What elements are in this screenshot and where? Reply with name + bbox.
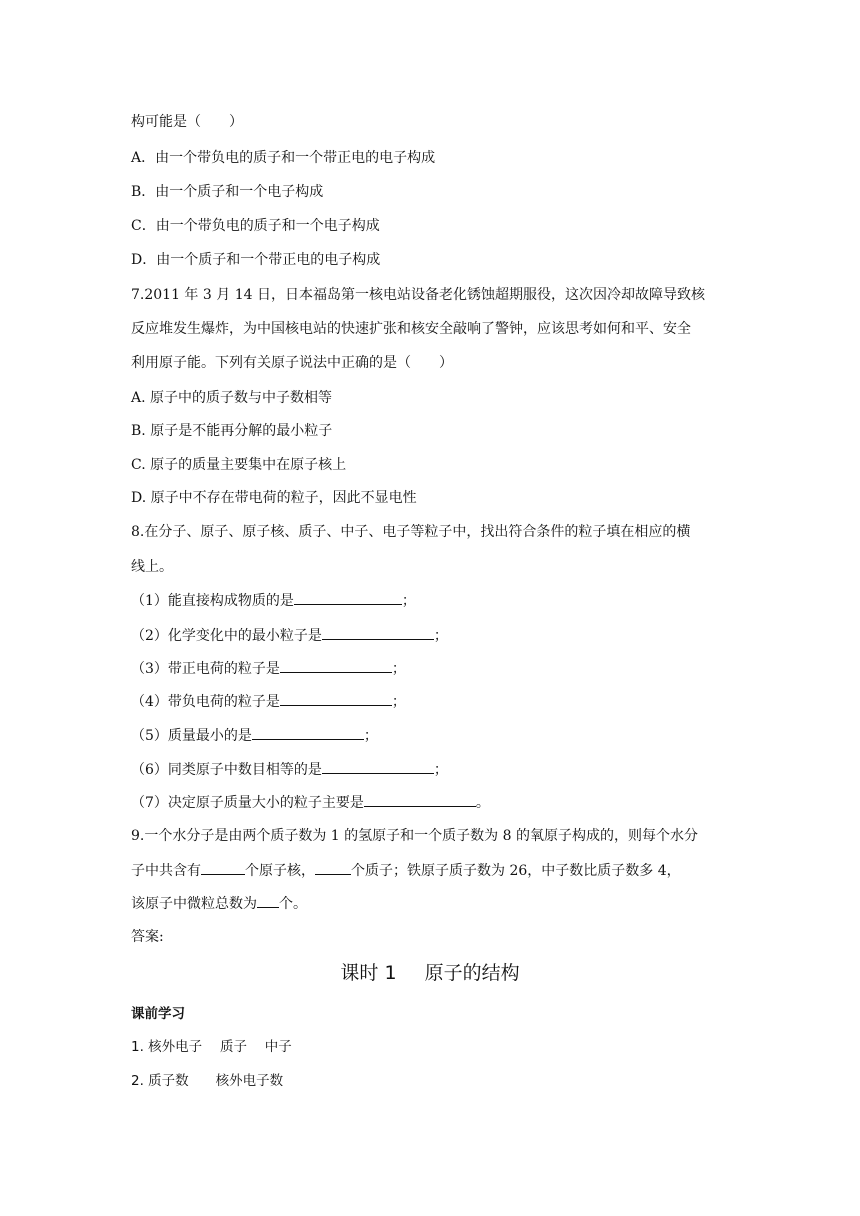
answer-2: 2. 质子数 核外电子数 bbox=[131, 1073, 284, 1089]
q9-line-1: 9.一个水分子是由两个质子数为 1 的氢原子和一个质子数为 8 的氧原子构成的，则每个水分 bbox=[131, 828, 698, 844]
q8-item-7: （7）决定原子质量大小的粒子主要是 。 bbox=[131, 792, 490, 813]
lesson-title bbox=[0, 960, 860, 986]
answers-label: 答案: bbox=[131, 929, 164, 945]
q7-option-b: B. 原子是不能再分解的最小粒子 bbox=[131, 423, 333, 439]
q7-option-d: D. 原子中不存在带电荷的粒子，因此不显电性 bbox=[131, 490, 417, 506]
answer-blank bbox=[364, 792, 476, 807]
q6-option-a: A．由一个带负电的质子和一个带正电的电子构成 bbox=[131, 150, 436, 166]
q6-option-c: C．由一个带负电的质子和一个电子构成 bbox=[131, 218, 380, 234]
answer-blank bbox=[322, 759, 434, 774]
lesson-number: 课时 1 bbox=[340, 962, 397, 984]
q9-line-2: 子中共含有 个原子核， 个质子；铁原子质子数为 26，中子数比质子数多 4， bbox=[131, 860, 681, 881]
answer-blank bbox=[294, 590, 402, 605]
q8-item-6: （6）同类原子中数目相等的是 ； bbox=[131, 759, 448, 780]
q8-stem-line-1: 8.在分子、原子、原子核、质子、中子、电子等粒子中，找出符合条件的粒子填在相应的横 bbox=[131, 524, 691, 540]
q7-stem-line-3: 利用原子能。下列有关原子说法中正确的是（ ） bbox=[131, 355, 453, 371]
q6-option-b: B．由一个质子和一个电子构成 bbox=[131, 184, 324, 200]
q7-option-c: C. 原子的质量主要集中在原子核上 bbox=[131, 457, 347, 473]
q8-stem-line-2: 线上。 bbox=[131, 559, 173, 575]
lesson-name: 原子的结构 bbox=[424, 962, 520, 984]
q8-item-3: （3）带正电荷的粒子是 ； bbox=[131, 658, 406, 679]
q6-option-d: D．由一个质子和一个带正电的电子构成 bbox=[131, 252, 381, 268]
q7-stem-line-2: 反应堆发生爆炸，为中国核电站的快速扩张和核安全敲响了警钟，应该思考如何和平、安全 bbox=[131, 321, 691, 337]
answer-blank bbox=[280, 691, 392, 706]
answer-blank bbox=[315, 860, 351, 875]
q8-item-1: （1）能直接构成物质的是 ； bbox=[131, 590, 416, 611]
q8-item-5: （5）质量最小的是 ； bbox=[131, 725, 378, 746]
answer-blank bbox=[280, 658, 392, 673]
q7-stem-line-1: 7.2011 年 3 月 14 日，日本福岛第一核电站设备老化锈蚀超期服役，这次因冷却故障导致核 bbox=[131, 287, 705, 303]
answer-blank bbox=[322, 625, 434, 640]
q9-line-3: 该原子中微粒总数为 个。 bbox=[131, 893, 307, 914]
answer-blank bbox=[201, 860, 245, 875]
answer-1: 1. 核外电子 质子 中子 bbox=[131, 1039, 292, 1055]
q7-option-a: A. 原子中的质子数与中子数相等 bbox=[131, 390, 333, 406]
answer-blank bbox=[257, 893, 279, 908]
section-title: 课前学习 bbox=[131, 1006, 185, 1022]
answer-blank bbox=[252, 725, 364, 740]
q8-item-2: （2）化学变化中的最小粒子是 ； bbox=[131, 625, 448, 646]
q6-stem-tail: 构可能是（ ） bbox=[131, 114, 243, 130]
q8-item-4: （4）带负电荷的粒子是 ； bbox=[131, 691, 406, 712]
